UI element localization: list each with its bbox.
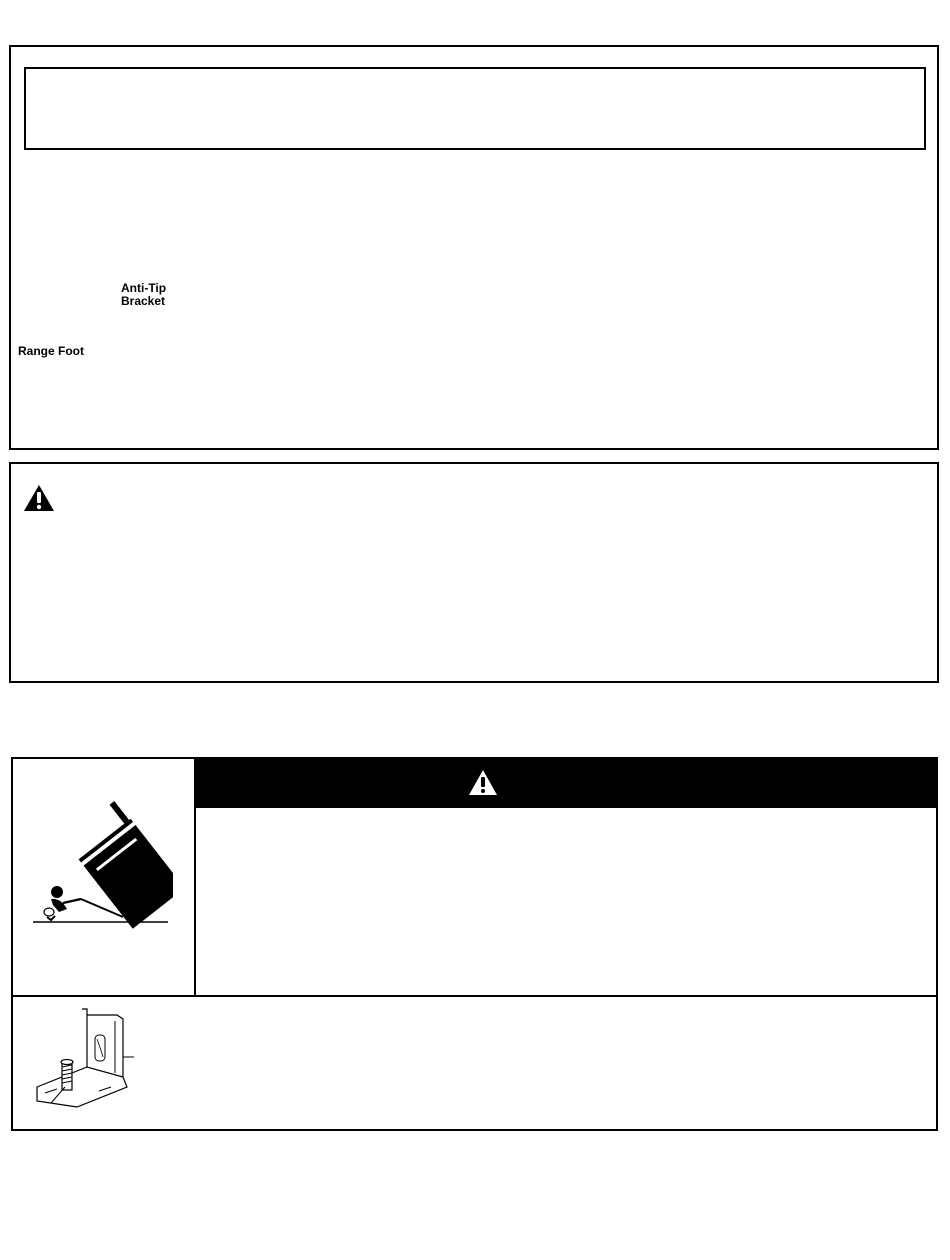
warning-triangle-icon [23, 484, 55, 512]
anti-tip-bracket-label [121, 282, 166, 308]
warning-box [9, 462, 939, 683]
warning-triangle-icon [468, 769, 498, 796]
anti-tip-bracket-illustration [27, 1007, 202, 1121]
anti-tip-label-line1: Anti-Tip [121, 281, 167, 295]
child-tipping-range-illustration [33, 799, 173, 929]
warning-header-bar [194, 759, 937, 808]
range-foot-label: Range Foot [18, 344, 84, 358]
safety-header-box [24, 67, 926, 150]
safety-section-box [9, 45, 939, 450]
section-divider [13, 995, 936, 997]
tip-over-warning-box [11, 757, 938, 1131]
anti-tip-label-line2: Bracket [121, 294, 166, 308]
tip-over-illustration-cell [13, 759, 196, 997]
